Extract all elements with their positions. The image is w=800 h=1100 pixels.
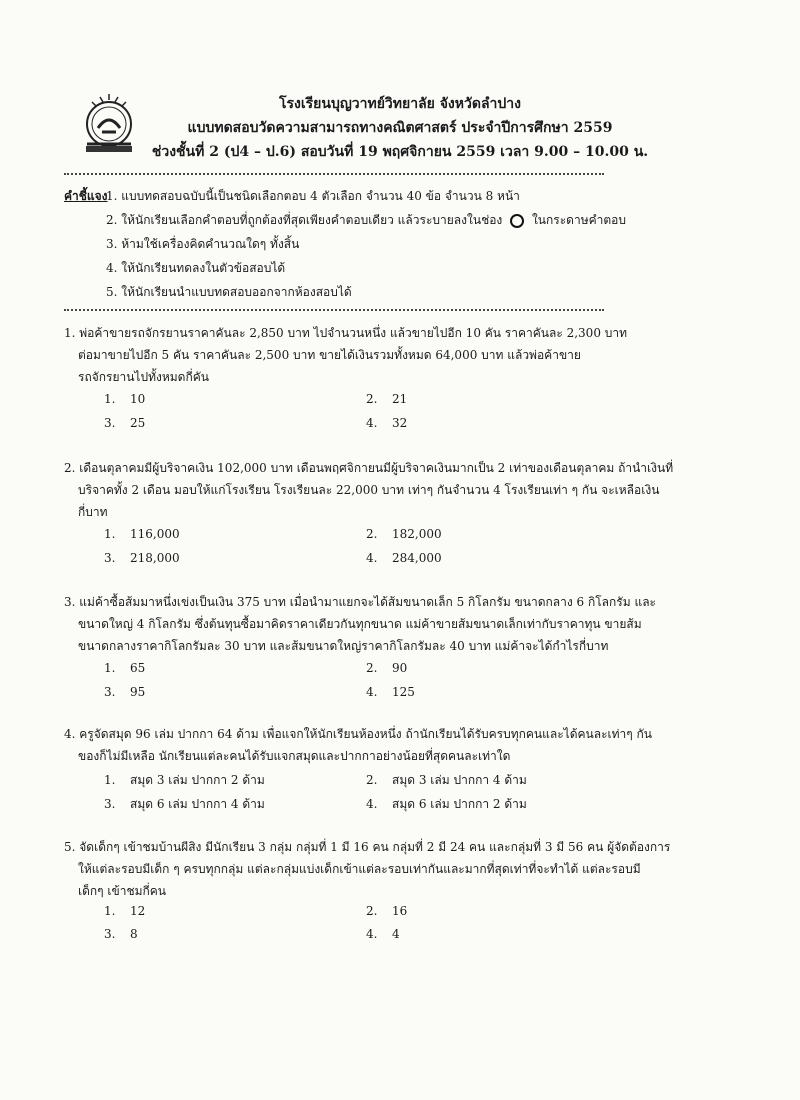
choice-4[interactable]: 4. 125 — [366, 685, 415, 699]
question-text: 1. พ่อค้าขายรถจักรยานราคาคันละ 2,850 บาท ไปจำนวนหนึ่ง แล้วขายไปอีก 10 คัน ราคาคันละ 2,300 บาท — [64, 326, 628, 340]
school-name: โรงเรียนบุญวาทย์วิทยาลัย จังหวัดลำปาง — [279, 96, 521, 112]
instruction-item-text: 2. ให้นักเรียนเลือกคำตอบที่ถูกต้องที่สุดเพียงคำตอบเดียว แล้วระบายลงในช่อง — [106, 213, 503, 227]
question-text: 2. เดือนตุลาคมมีผู้บริจาคเงิน 102,000 บาท เดือนพฤศจิกายนมีผู้บริจาคเงินมากเป็น 2 เท่าของเดือนตุลาคม ถ้านำเงินที่ — [64, 461, 674, 475]
choice-1[interactable]: 1. 116,000 — [104, 527, 180, 541]
choice-3[interactable]: 3. 25 — [104, 416, 146, 430]
choice-2[interactable]: 2. 16 — [366, 904, 408, 918]
question-text: ให้แต่ละรอบมีเด็ก ๆ ครบทุกกลุ่ม แต่ละกลุ่มแบ่งเด็กเข้าแต่ละรอบเท่ากันและมากที่สุดเท่าที่จะทำได้ แต่ละรอบมี — [78, 862, 641, 876]
question-text: 4. ครูจัดสมุด 96 เล่ม ปากกา 64 ด้าม เพื่อแจกให้นักเรียนห้องหนึ่ง ถ้านักเรียนได้รับครบทุกคนและได้คนละเท่าๆ กัน — [64, 727, 652, 741]
instruction-item-suffix: ในกระดาษคำตอบ — [531, 213, 626, 227]
choice-3[interactable]: 3. 8 — [104, 927, 138, 941]
choice-4[interactable]: 4. 4 — [366, 927, 400, 941]
choice-3[interactable]: 3. สมุด 6 เล่ม ปากกา 4 ด้าม — [104, 797, 265, 811]
instruction-item: 1. แบบทดสอบฉบับนี้เป็นชนิดเลือกตอบ 4 ตัวเลือก จำนวน 40 ข้อ จำนวน 8 หน้า — [106, 189, 520, 203]
question-text: ขนาดใหญ่ 4 กิโลกรัม ซึ่งต้นทุนซื้อมาคิดราคาเดียวกันทุกขนาด แม่ค้าขายส้มขนาดเล็กเท่ากับราคาทุน ขายส้ม — [78, 617, 642, 631]
question-text: กี่บาท — [78, 505, 108, 519]
instruction-item: 4. ให้นักเรียนทดลงในตัวข้อสอบได้ — [106, 261, 286, 275]
question-text: บริจาคทั้ง 2 เดือน มอบให้แก่โรงเรียน โรงเรียนละ 22,000 บาท เท่าๆ กันจำนวน 4 โรงเรียนเท่า ๆ กัน จะเหลือเงิน — [78, 483, 660, 497]
choice-2[interactable]: 2. 21 — [366, 392, 408, 406]
choice-3[interactable]: 3. 95 — [104, 685, 146, 699]
question-text: ต่อมาขายไปอีก 5 คัน ราคาคันละ 2,500 บาท ขายได้เงินรวมทั้งหมด 64,000 บาท แล้วพ่อค้าขาย — [78, 348, 581, 362]
choice-2[interactable]: 2. 90 — [366, 661, 408, 675]
question-text: 3. แม่ค้าซื้อส้มมาหนึ่งเข่งเป็นเงิน 375 บาท เมื่อนำมาแยกจะได้ส้มขนาดเล็ก 5 กิโลกรัม ขนาดกลาง 6 กิโลกรัม และ — [64, 595, 656, 609]
choice-2[interactable]: 2. 182,000 — [366, 527, 442, 541]
question-text: ของก็ไม่มีเหลือ นักเรียนแต่ละคนได้รับแจกสมุดและปากกาอย่างน้อยที่สุดคนละเท่าใด — [78, 749, 511, 763]
instruction-item — [106, 209, 626, 232]
choice-2[interactable]: 2. สมุด 3 เล่ม ปากกา 4 ด้าม — [366, 773, 527, 787]
choice-4[interactable]: 4. 284,000 — [366, 551, 442, 565]
separator-bottom — [64, 309, 604, 311]
instruction-item: 3. ห้ามใช้เครื่องคิดคำนวณใดๆ ทั้งสิ้น — [106, 237, 300, 251]
exam-title: แบบทดสอบวัดความสามารถทางคณิตศาสตร์ ประจำปีการศึกษา 2559 — [187, 120, 613, 136]
instruction-item: 5. ให้นักเรียนนำแบบทดสอบออกจากห้องสอบได้ — [106, 285, 352, 299]
separator-top — [64, 173, 604, 175]
question-text: เด็กๆ เข้าชมกี่คน — [78, 884, 167, 898]
question-text: 5. จัดเด็กๆ เข้าชมบ้านผีสิง มีนักเรียน 3 กลุ่ม กลุ่มที่ 1 มี 16 คน กลุ่มที่ 2 มี 24 คน และกลุ่มที่ 3 มี 56 คน ผู้จัดต้องการ — [64, 840, 671, 854]
choice-3[interactable]: 3. 218,000 — [104, 551, 180, 565]
choice-1[interactable]: 1. สมุด 3 เล่ม ปากกา 2 ด้าม — [104, 773, 265, 787]
choice-1[interactable]: 1. 65 — [104, 661, 146, 675]
answer-circle-icon — [510, 214, 524, 228]
exam-header — [150, 92, 650, 164]
school-logo — [78, 88, 140, 156]
choice-4[interactable]: 4. สมุด 6 เล่ม ปากกา 2 ด้าม — [366, 797, 527, 811]
choice-4[interactable]: 4. 32 — [366, 416, 408, 430]
instructions-label: คำชี้แจง — [64, 189, 108, 203]
exam-info: ช่วงชั้นที่ 2 (ป4 – ป.6) สอบวันที่ 19 พฤศจิกายน 2559 เวลา 9.00 – 10.00 น. — [151, 144, 649, 160]
question-text: ขนาดกลางราคากิโลกรัมละ 30 บาท และส้มขนาดใหญ่ราคากิโลกรัมละ 40 บาท แม่ค้าจะได้กำไรกี่บาท — [78, 639, 609, 653]
choice-1[interactable]: 1. 12 — [104, 904, 146, 918]
question-text: รถจักรยานไปทั้งหมดกี่คัน — [78, 370, 209, 384]
choice-1[interactable]: 1. 10 — [104, 392, 146, 406]
